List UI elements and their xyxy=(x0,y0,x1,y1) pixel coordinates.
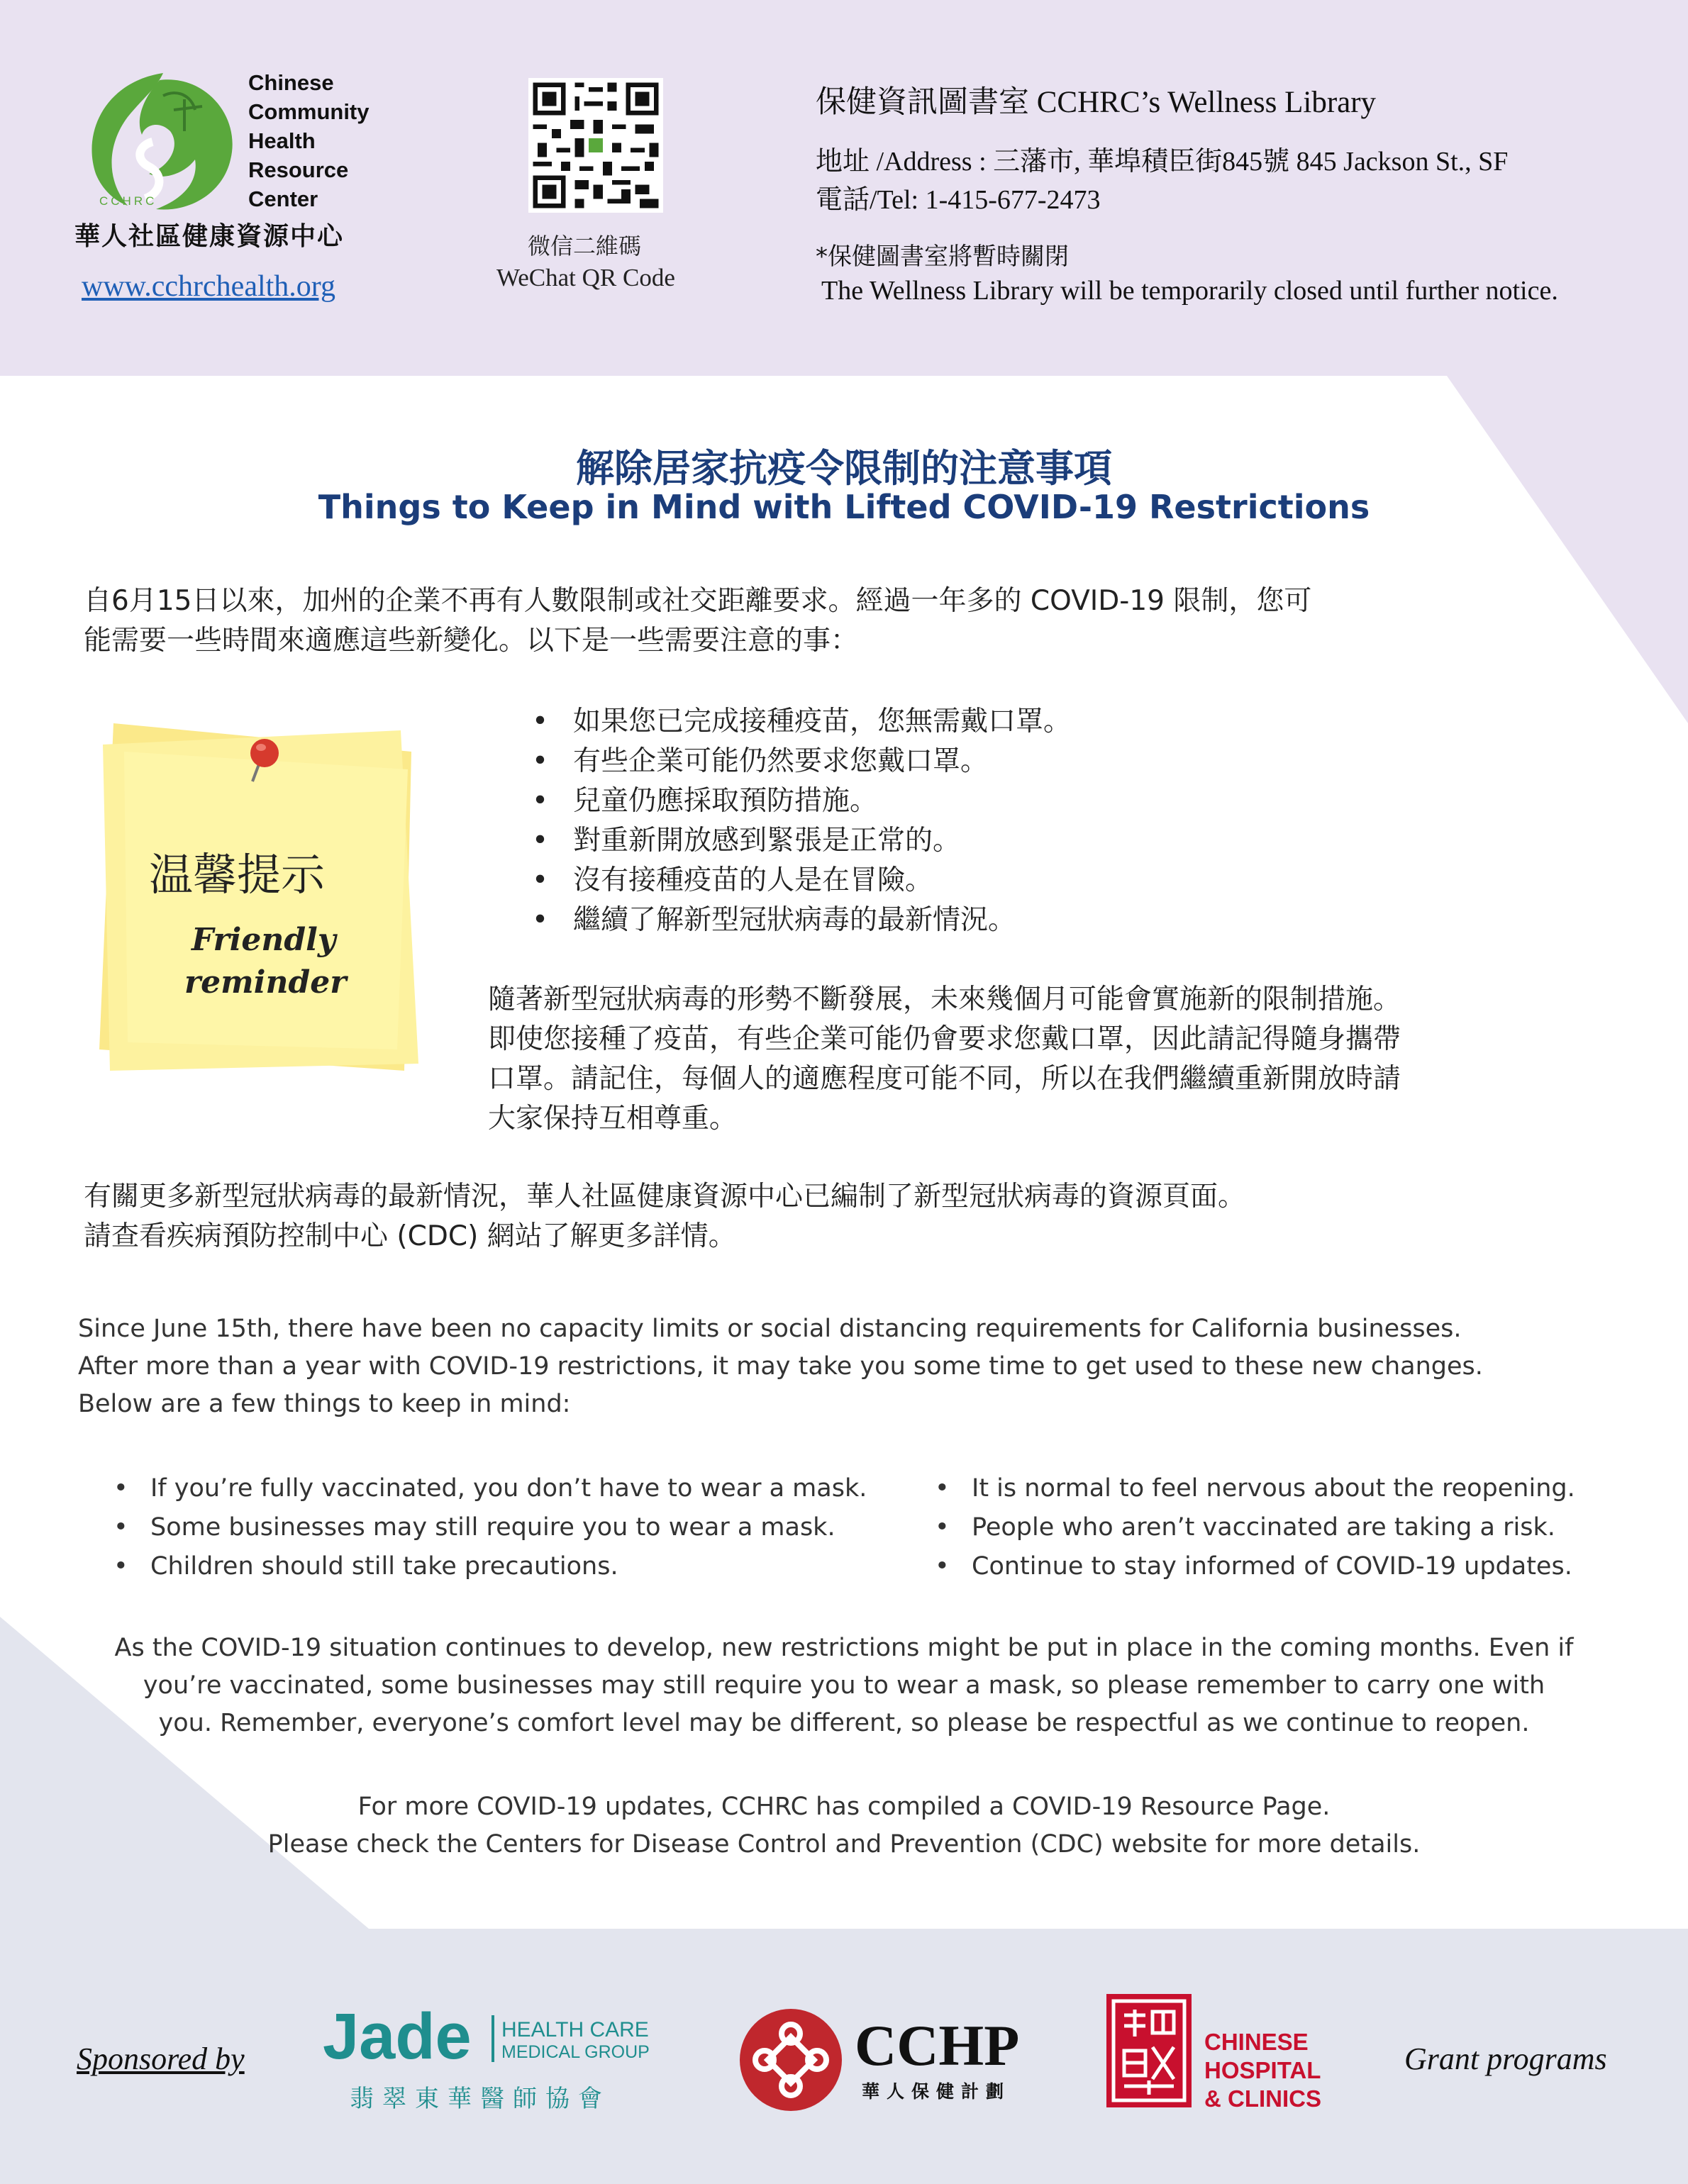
cchp-logo-word: CCHP xyxy=(855,2013,1020,2078)
list-item: • Continue to stay informed of COVID-19 updates. xyxy=(935,1547,1575,1586)
chinese-hospital-clinics-logo: CHINESE HOSPITAL & CLINICS xyxy=(1204,2029,1321,2112)
library-notice-zh: *保健圖書室將暫時關閉 xyxy=(816,243,1069,271)
list-item: • 沒有接種疫苗的人是在冒險。 xyxy=(532,861,1071,901)
jade-logo-sub1: HEALTH CARE xyxy=(501,2018,649,2041)
jade-logo-zh: 翡翠東華醫師協會 xyxy=(350,2085,611,2113)
zh-resources-paragraph: 有關更多新型冠狀病毒的最新情況，華人社區健康資源中心已編制了新型冠狀病毒的資源頁面。 請查看疾病預防控制中心 (CDC) 網站了解更多詳情。 xyxy=(84,1181,1246,1252)
sticky-note-en-line2: reminder xyxy=(184,964,347,1001)
list-item: • It is normal to feel nervous about the reopening. xyxy=(935,1469,1575,1508)
en-restrictions-paragraph: As the COVID-19 situation continues to develop, new restrictions might be put in place in the coming months. Even if you’re vaccinated, some businesses may still require you to wear a mask, so please remember to carry one with you. Remember, everyone’s comfort level may be different, so please be respectful as we continue to reopen. xyxy=(114,1634,1574,1737)
cchp-knot-logo-icon xyxy=(738,2007,844,2113)
en-resources-paragraph: For more COVID-19 updates, CCHRC has compiled a COVID-19 Resource Page. Please check the Centers for Disease Control and Prevention (CDC) website for more details. xyxy=(267,1793,1421,1859)
zh-intro-paragraph: 自6月15日以來，加州的企業不再有人數限制或社交距離要求。經過一年多的 COVID-19 限制，您可 能需要一些時間來適應這些新變化。以下是一些需要注意的事： xyxy=(84,585,1312,657)
library-address: 地址 /Address : 三藩市, 華埠積臣街845號 845 Jackson St., SF xyxy=(816,147,1509,177)
jade-logo-sub2: MEDICAL GROUP xyxy=(501,2042,650,2062)
org-name-en: Chinese Community Health Resource Center xyxy=(248,70,370,211)
website-link[interactable]: www.cchrchealth.org xyxy=(82,270,336,303)
en-intro-paragraph: Since June 15th, there have been no capacity limits or social distancing requirements for California businesses. After more than a year with COVID-19 restrictions, it may take you some time to get used to these new changes. Below are a few things to keep in mind: xyxy=(78,1315,1483,1418)
chinese-hospital-seal-icon xyxy=(1106,1994,1192,2107)
logo-abbreviation: CCHRC xyxy=(99,194,157,208)
list-item: • Some businesses may still require you to wear a mask. xyxy=(113,1508,867,1547)
list-item: • 如果您已完成接種疫苗，您無需戴口罩。 xyxy=(532,702,1071,742)
jade-health-care-logo xyxy=(323,2000,692,2113)
list-item: • Children should still take precautions. xyxy=(113,1547,867,1586)
wechat-qr-code-icon xyxy=(528,78,663,213)
qr-label-zh: 微信二維碼 xyxy=(528,233,642,260)
list-item: • 兒童仍應採取預防措施。 xyxy=(532,781,1071,821)
list-item: • People who aren’t vaccinated are taking a risk. xyxy=(935,1508,1575,1547)
zh-bullet-list xyxy=(532,702,1071,940)
library-title: 保健資訊圖書室 CCHRC’s Wellness Library xyxy=(816,86,1377,119)
en-bullet-list-right xyxy=(935,1469,1575,1586)
qr-label-en: WeChat QR Code xyxy=(496,264,675,291)
list-item: • If you’re fully vaccinated, you don’t have to wear a mask. xyxy=(113,1469,867,1508)
list-item: • 繼續了解新型冠狀病毒的最新情況。 xyxy=(532,901,1071,940)
friendly-reminder-sticky-note xyxy=(85,716,426,1085)
list-item: • 有些企業可能仍然要求您戴口罩。 xyxy=(532,742,1071,781)
list-item: • 對重新開放感到緊張是正常的。 xyxy=(532,821,1071,861)
jade-logo-word: Jade xyxy=(323,2000,472,2073)
en-bullet-list-left xyxy=(113,1469,867,1586)
sticky-note-zh: 温馨提示 xyxy=(149,849,326,901)
zh-restrictions-paragraph: 隨著新型冠狀病毒的形勢不斷發展，未來幾個月可能會實施新的限制措施。 即使您接種了疫苗，有些企業可能仍會要求您戴口罩，因此請記得隨身攜帶 口罩。請記住，每個人的適應程度可能不同，所以在我們繼續重新開放時請 大家保持互相尊重。 xyxy=(488,984,1401,1135)
org-name-zh: 華人社區健康資源中心 xyxy=(74,221,345,251)
page-title-en: Things to Keep in Mind with Lifted COVID-19 Restrictions xyxy=(318,488,1370,526)
jade-logo-divider xyxy=(492,2015,494,2062)
cchp-logo-zh: 華人保健計劃 xyxy=(862,2081,1011,2102)
grant-programs-label: Grant programs xyxy=(1404,2041,1607,2076)
library-notice-en: The Wellness Library will be temporarily closed until further notice. xyxy=(821,276,1558,306)
page-title-zh: 解除居家抗疫令限制的注意事項 xyxy=(576,446,1112,491)
sticky-note-en-line1: Friendly xyxy=(191,922,336,958)
library-tel: 電話/Tel: 1-415-677-2473 xyxy=(816,185,1101,215)
sponsored-by-label: Sponsored by xyxy=(77,2041,245,2076)
